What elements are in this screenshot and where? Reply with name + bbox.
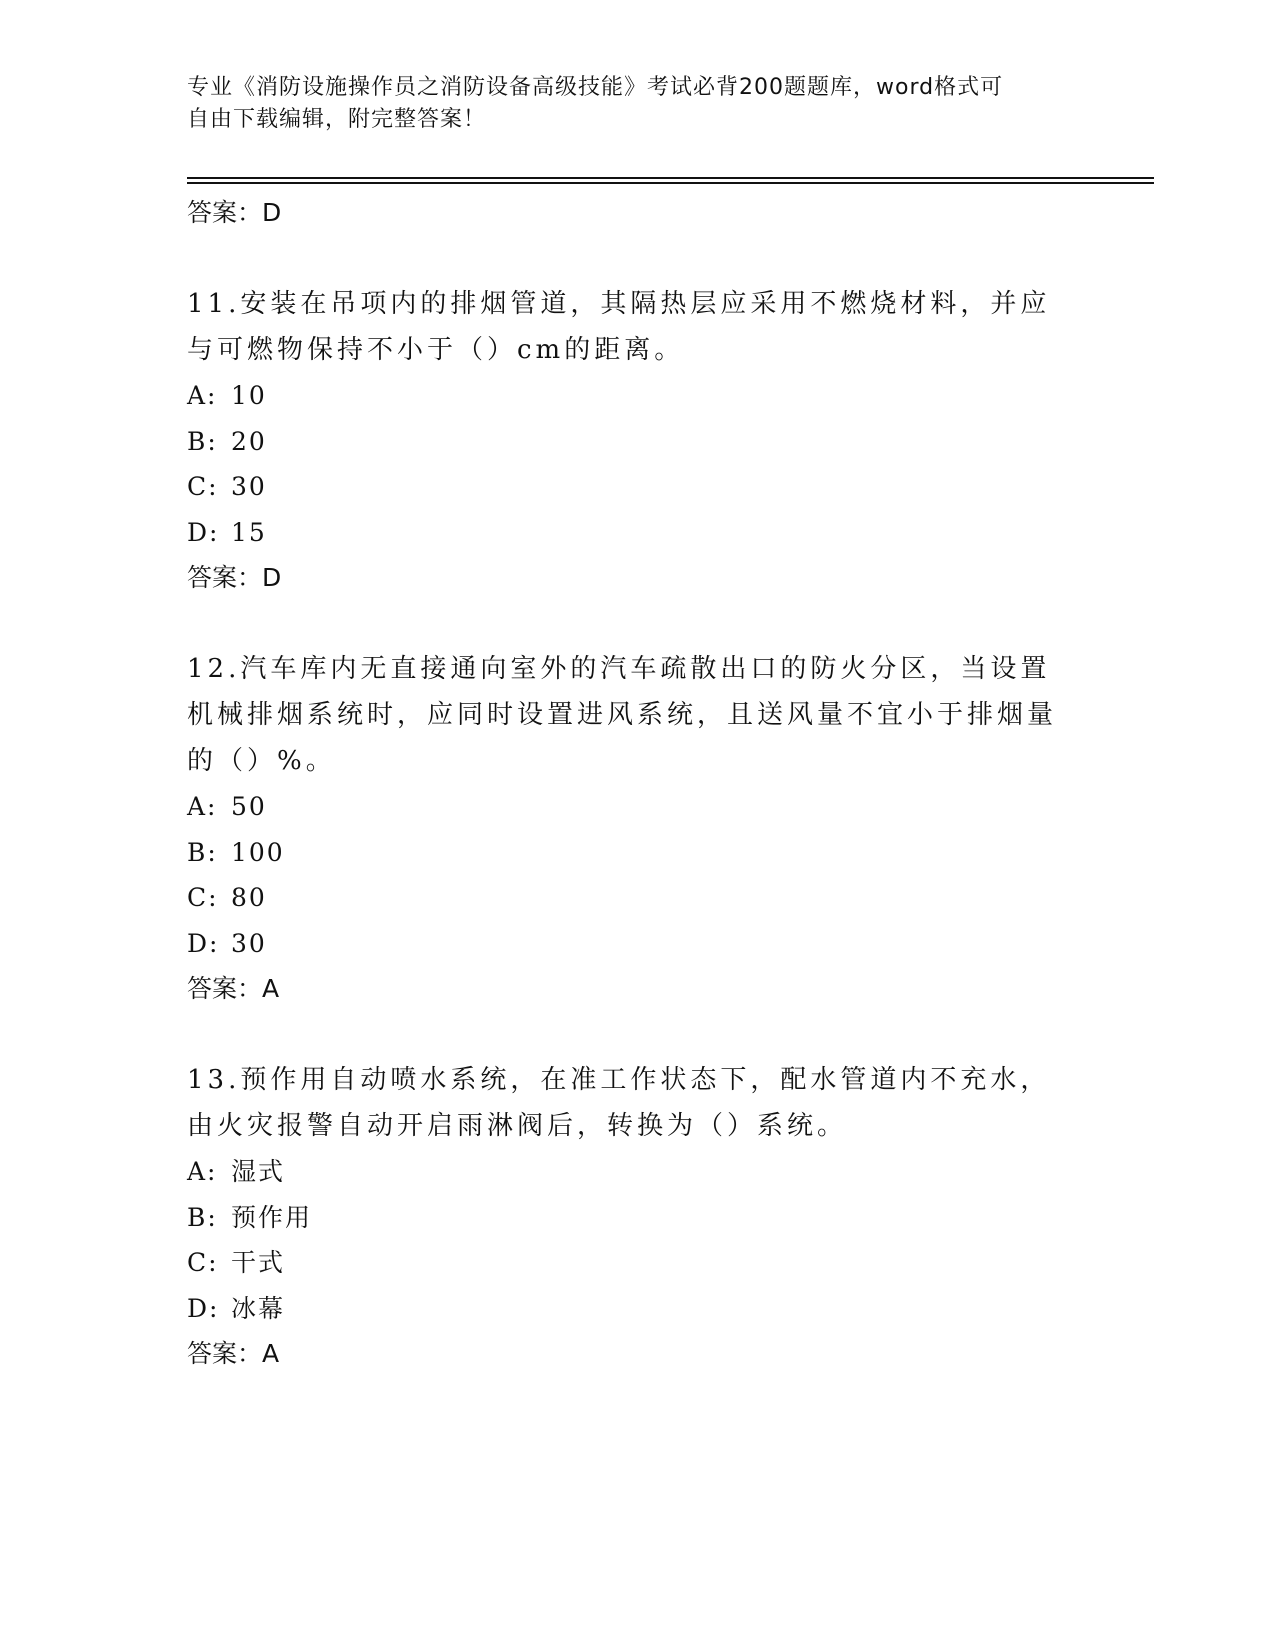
spacer (187, 1012, 1087, 1057)
spacer (187, 601, 1087, 646)
answer: 答案：A (187, 974, 280, 1003)
option-label: C: (187, 883, 219, 912)
option-a (187, 373, 1087, 419)
header-line-1: 专业《消防设施操作员之消防设备高级技能》考试必背200题题库，word格式可 (187, 75, 1004, 100)
option-value: 15 (231, 517, 267, 547)
option-label: C: (187, 1248, 219, 1277)
option-c (187, 875, 1087, 921)
option-d (187, 921, 1087, 967)
option-b (187, 830, 1087, 876)
option-value: 20 (231, 426, 267, 456)
option-a (187, 784, 1087, 830)
header-line-2: 自由下载编辑，附完整答案！ (187, 107, 487, 132)
question-text: 13.预作用自动喷水系统，在准工作状态下，配水管道内不充水，由火灾报警自动开启雨淋阀后，转换为（）系统。 (187, 1065, 1051, 1141)
option-c (187, 464, 1087, 510)
option-label: D: (187, 517, 220, 547)
option-label: A: (187, 381, 218, 410)
option-value: 湿式 (231, 1157, 286, 1186)
question-12 (187, 646, 1087, 1012)
option-a (187, 1149, 1087, 1195)
option-value: 冰幕 (231, 1293, 286, 1323)
document-header (187, 72, 1067, 136)
option-value: 30 (231, 928, 267, 958)
option-label: B: (187, 837, 218, 867)
option-value: 干式 (231, 1248, 286, 1277)
option-value: 100 (231, 837, 285, 867)
question-text: 11.安装在吊项内的排烟管道，其隔热层应采用不燃烧材料，并应与可燃物保持不小于（）cm的距离。 (187, 289, 1051, 365)
option-value: 80 (231, 883, 267, 912)
header-divider-bottom (187, 182, 1154, 184)
question-13 (187, 1057, 1087, 1377)
question-11 (187, 281, 1087, 601)
option-d (187, 1286, 1087, 1332)
option-value: 10 (231, 381, 267, 410)
question-text: 12.汽车库内无直接通向室外的汽车疏散出口的防火分区，当设置机械排烟系统时，应同时设置进风系统，且送风量不宜小于排烟量的（）%。 (187, 654, 1058, 776)
option-label: B: (187, 1202, 218, 1232)
option-d (187, 510, 1087, 556)
option-value: 30 (231, 472, 267, 501)
option-b (187, 1195, 1087, 1241)
answer: 答案：A (187, 1339, 280, 1368)
spacer (187, 236, 1087, 281)
header-divider-top (187, 177, 1154, 179)
previous-answer: 答案：D (187, 198, 282, 227)
answer: 答案：D (187, 563, 282, 592)
option-label: C: (187, 472, 219, 501)
option-label: A: (187, 1157, 218, 1186)
option-value: 50 (231, 792, 267, 821)
option-c (187, 1240, 1087, 1286)
option-label: D: (187, 928, 220, 958)
option-value: 预作用 (231, 1202, 313, 1232)
option-label: B: (187, 426, 218, 456)
document-body (187, 190, 1087, 1377)
option-b (187, 419, 1087, 465)
option-label: D: (187, 1293, 220, 1323)
option-label: A: (187, 792, 218, 821)
